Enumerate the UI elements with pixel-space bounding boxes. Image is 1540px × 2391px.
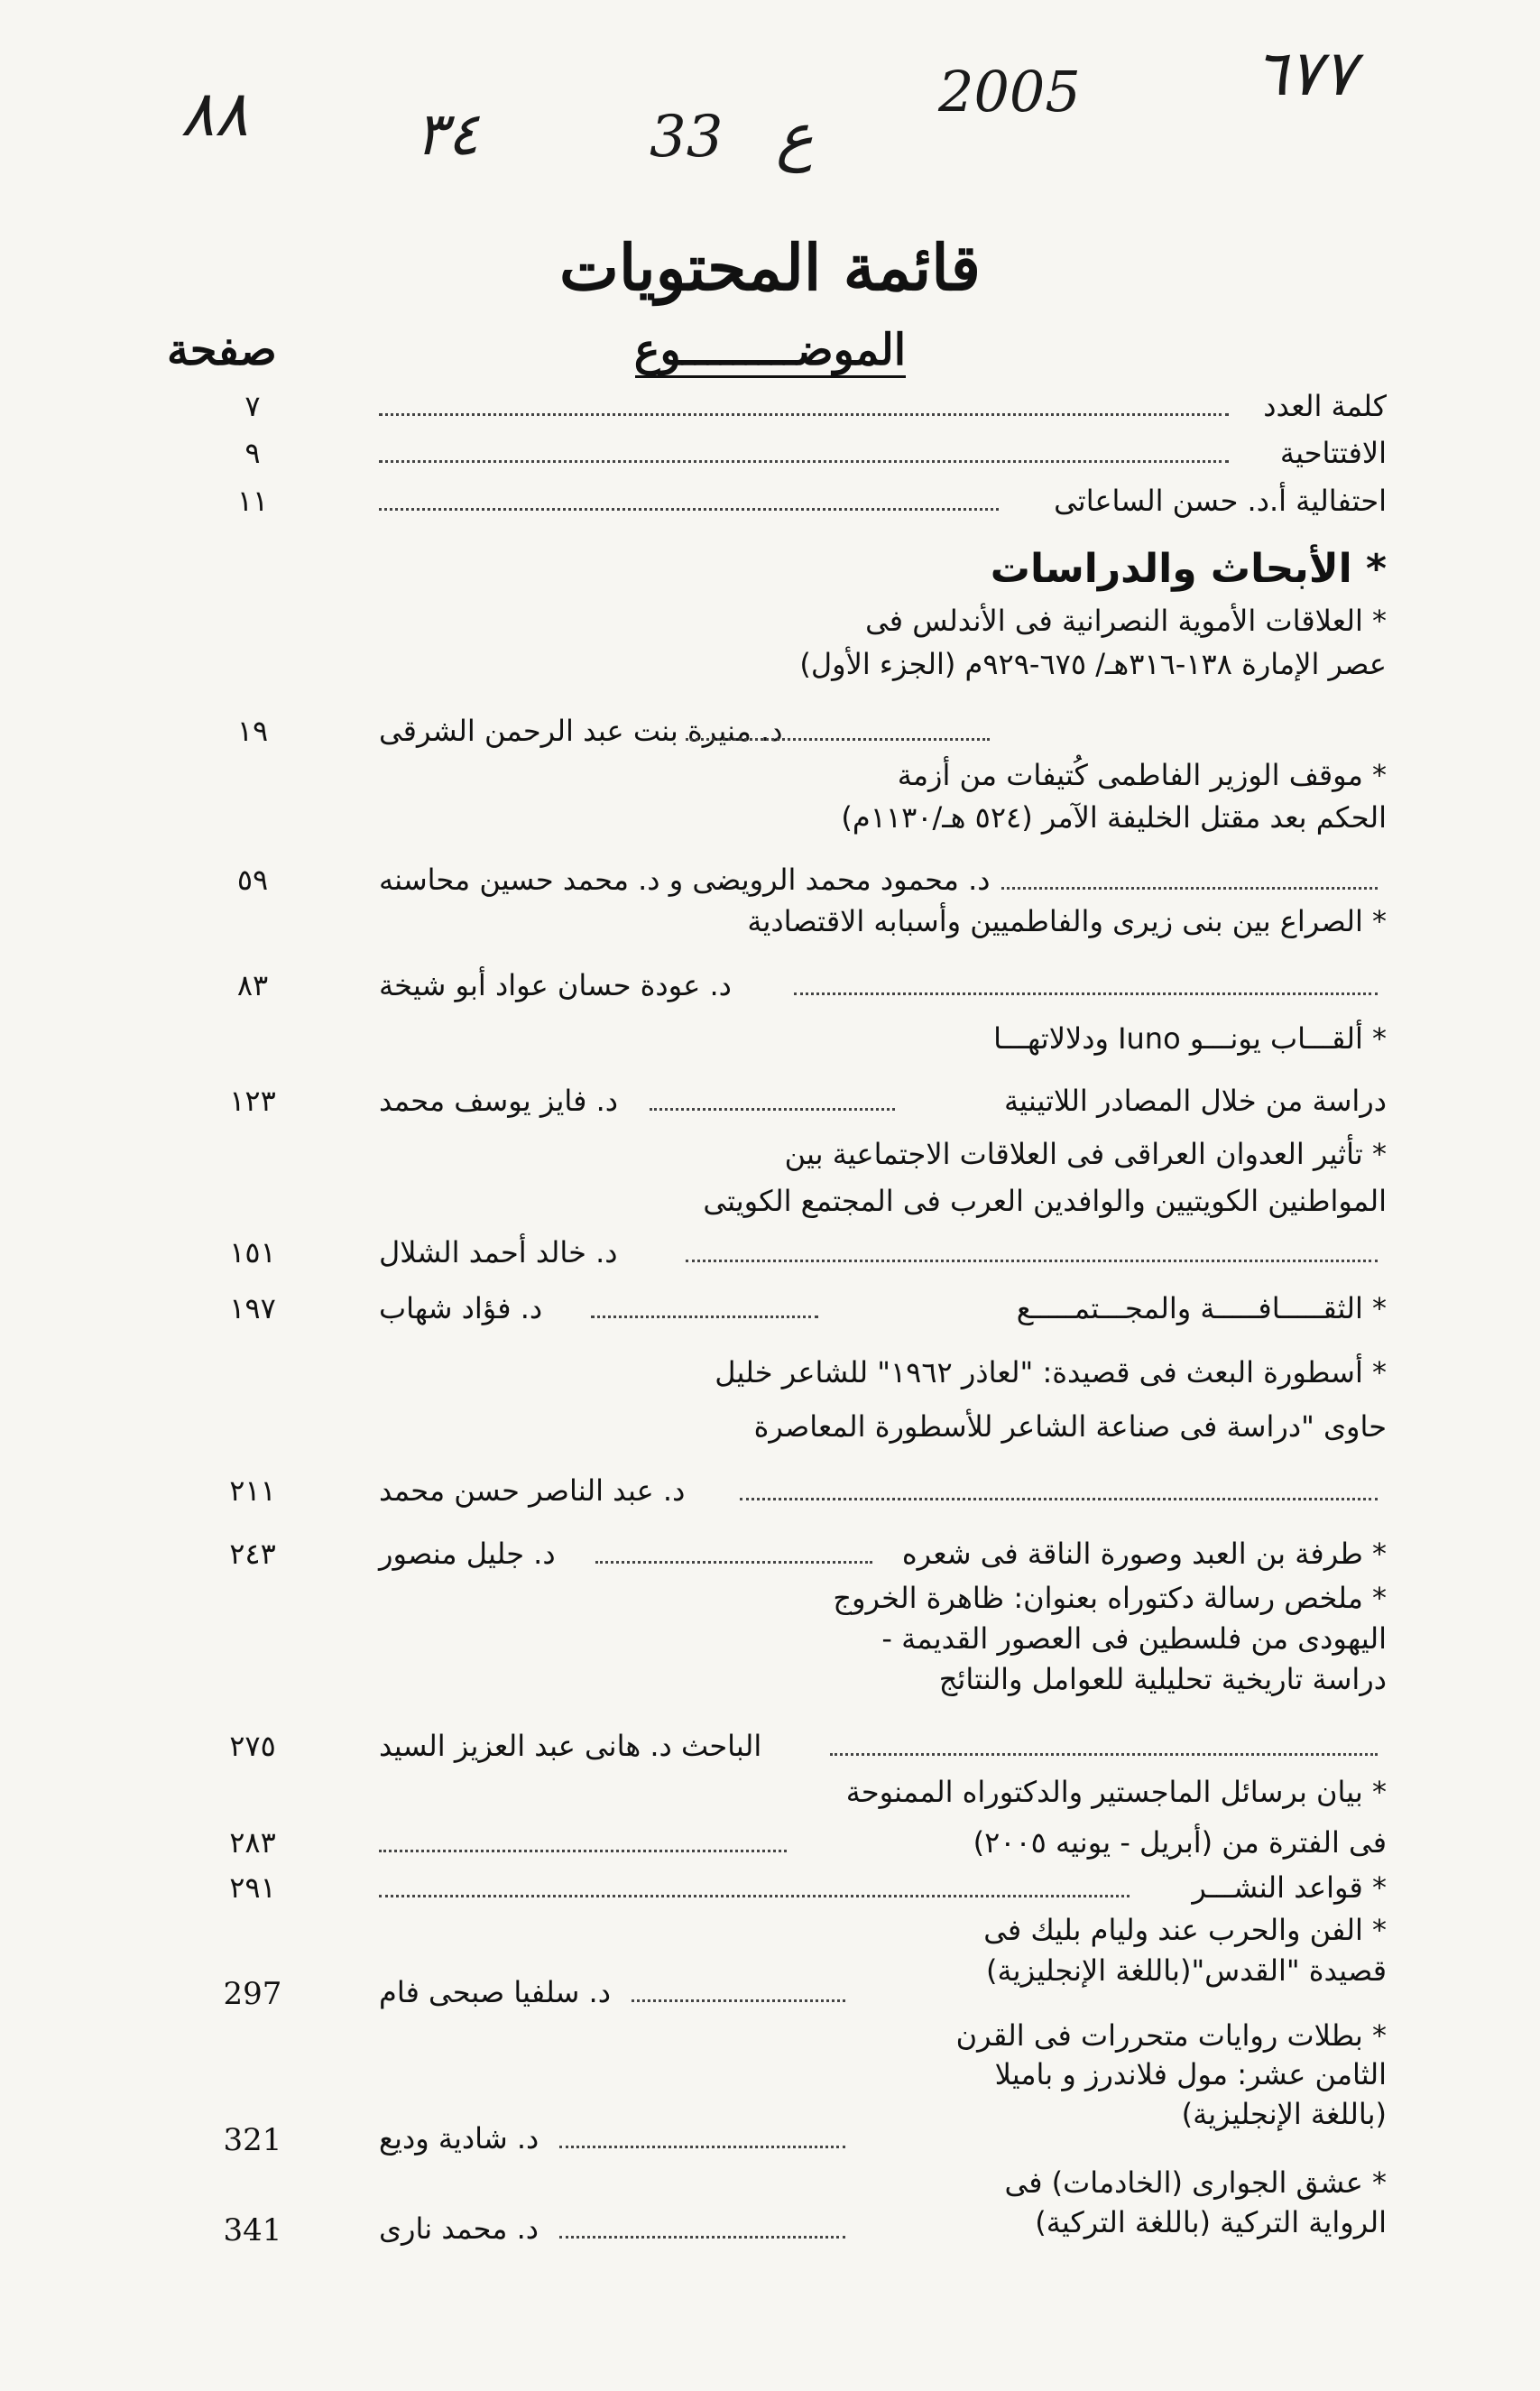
page-number: ١٢٣	[229, 1084, 276, 1118]
page-number: ٩	[244, 436, 261, 470]
article-author: د. محمد نارى	[379, 2211, 539, 2246]
page-number: ١٩	[236, 714, 269, 748]
article-title-line: دراسة تاريخية تحليلية للعوامل والنتائج	[938, 1662, 1387, 1696]
article-title-line: * عشق الجوارى (الخادمات) فى	[1004, 2165, 1387, 2200]
article-title-line: * الصراع بين بنى زيرى والفاطميين وأسبابه الاقتصادية	[747, 904, 1387, 938]
toc-entry-title: احتفالية أ.د. حسن الساعاتى	[1054, 484, 1387, 518]
article-author: د. عودة حسان عواد أبو شيخة	[379, 968, 732, 1002]
handwritten-mark: ع	[776, 99, 814, 173]
handwritten-mark: ٦٧٧	[1254, 36, 1356, 110]
page-number: 321	[223, 2122, 282, 2158]
article-title-line: (باللغة الإنجليزية)	[1181, 2097, 1387, 2131]
dot-leader	[595, 1559, 872, 1564]
article-title-line: الثامن عشر: مول فلاندرز و باميلا	[994, 2057, 1387, 2091]
dot-leader	[379, 506, 999, 511]
dot-leader	[686, 1258, 1378, 1262]
article-title-line: * الفن والحرب عند وليام بليك فى	[983, 1913, 1387, 1947]
dot-leader	[740, 1496, 1378, 1500]
page-number: ٢٤٣	[229, 1537, 276, 1571]
section-heading: * الأبحاث والدراسات	[990, 546, 1387, 592]
toc-entry-title: كلمة العدد	[1263, 389, 1387, 423]
page-column-header: صفحة	[167, 325, 277, 375]
article-title-line: الرواية التركية (باللغة التركية)	[1035, 2205, 1387, 2239]
page-number: ٢٩١	[229, 1870, 276, 1905]
toc-entry-title: الافتتاحية	[1279, 436, 1387, 470]
page-number: ١١	[236, 484, 269, 518]
article-title-line: الحكم بعد مقتل الخليفة الآمر (٥٢٤ هـ/١١٣٠م)	[841, 800, 1387, 835]
article-author: د. خالد أحمد الشلال	[379, 1235, 618, 1269]
article-subtitle: فى الفترة من (أبريل - يونيه ٢٠٠٥)	[973, 1825, 1387, 1860]
article-title-line: حاوى "دراسة فى صناعة الشاعر للأسطورة المعاصرة	[753, 1409, 1387, 1444]
article-title-line: عصر الإمارة ١٣٨-٣١٦هـ/ ٦٧٥-٩٢٩م (الجزء الأول)	[799, 647, 1387, 681]
article-author: د. محمود محمد الرويضى و د. محمد حسين محاسنه	[379, 863, 991, 897]
article-title: * الثقـــــافـــــة والمجـــتمـــــع	[1016, 1291, 1387, 1325]
page-number: ١٥١	[229, 1235, 276, 1269]
article-title-line: * موقف الوزير الفاطمى كُتيفات من أزمة	[897, 758, 1387, 792]
article-title-line: * بيان برسائل الماجستير والدكتوراه الممنوحة	[845, 1775, 1387, 1809]
page-title: قائمة المحتويات	[558, 230, 982, 305]
handwritten-mark: 2005	[938, 59, 1081, 125]
dot-leader	[591, 1314, 818, 1318]
dot-leader	[379, 458, 1229, 463]
article-title-line: المواطنين الكويتيين والوافدين العرب فى المجتمع الكويتى	[703, 1184, 1387, 1218]
article-title-line: * العلاقات الأموية النصرانية فى الأندلس فى	[865, 604, 1387, 638]
article-author: د. سلفيا صبحى فام	[379, 1975, 611, 2009]
handwritten-mark: 33	[650, 104, 724, 171]
page-number: ٢٨٣	[229, 1825, 276, 1860]
dot-leader	[830, 1751, 1378, 1756]
article-author: د. عبد الناصر حسن محمد	[379, 1473, 686, 1508]
article-author: د. منيرة بنت عبد الرحمن الشرقى	[379, 714, 783, 748]
handwritten-mark: ٣٤	[415, 99, 479, 169]
article-title-line: * بطلات روايات متحررات فى القرن	[955, 2018, 1387, 2053]
subject-column-header: الموضـــــــــوع	[0, 325, 1540, 378]
dot-leader	[794, 991, 1378, 995]
handwritten-mark: ٨٨	[180, 77, 249, 151]
article-author: د. شادية وديع	[379, 2121, 539, 2156]
page-number: ٧	[244, 389, 261, 423]
article-author: د. فايز يوسف محمد	[379, 1084, 619, 1118]
page-number: ٨٣	[236, 968, 269, 1002]
page-number: ٥٩	[236, 863, 269, 897]
article-author: د. فؤاد شهاب	[379, 1291, 543, 1325]
dot-leader	[559, 2144, 845, 2148]
article-author: الباحث د. هانى عبد العزيز السيد	[379, 1729, 762, 1763]
dot-leader	[559, 2234, 845, 2239]
dot-leader	[379, 1893, 1130, 1897]
page-number: ٢١١	[229, 1473, 276, 1508]
article-subtitle: دراسة من خلال المصادر اللاتينية	[1004, 1084, 1387, 1118]
page-number: 297	[223, 1976, 282, 2012]
article-author: د. جليل منصور	[379, 1537, 556, 1571]
dot-leader	[1001, 885, 1378, 890]
dot-leader	[379, 1848, 787, 1852]
dot-leader	[632, 1998, 845, 2002]
page-number: 341	[223, 2212, 282, 2248]
article-title-line: * ملخص رسالة دكتوراه بعنوان: ظاهرة الخروج	[833, 1581, 1387, 1615]
article-title-line: * ألقـــاب يونـــو Iuno ودلالاتهـــا	[993, 1021, 1387, 1056]
article-title-line: * أسطورة البعث فى قصيدة: "لعاذر ١٩٦٢" للشاعر خليل	[715, 1355, 1387, 1389]
page-number: ٢٧٥	[229, 1729, 276, 1763]
article-title-line: قصيدة "القدس"(باللغة الإنجليزية)	[986, 1953, 1387, 1988]
article-title-line: اليهودى من فلسطين فى العصور القديمة -	[881, 1621, 1387, 1656]
dot-leader	[686, 736, 990, 741]
article-title-line: * تأثير العدوان العراقى فى العلاقات الاجتماعية بين	[784, 1137, 1387, 1171]
article-title: * طرفة بن العبد وصورة الناقة فى شعره	[901, 1537, 1387, 1571]
article-title: * قواعد النشـــر	[1192, 1870, 1387, 1905]
dot-leader	[650, 1106, 895, 1111]
page-number: ١٩٧	[229, 1291, 276, 1325]
dot-leader	[379, 411, 1229, 416]
